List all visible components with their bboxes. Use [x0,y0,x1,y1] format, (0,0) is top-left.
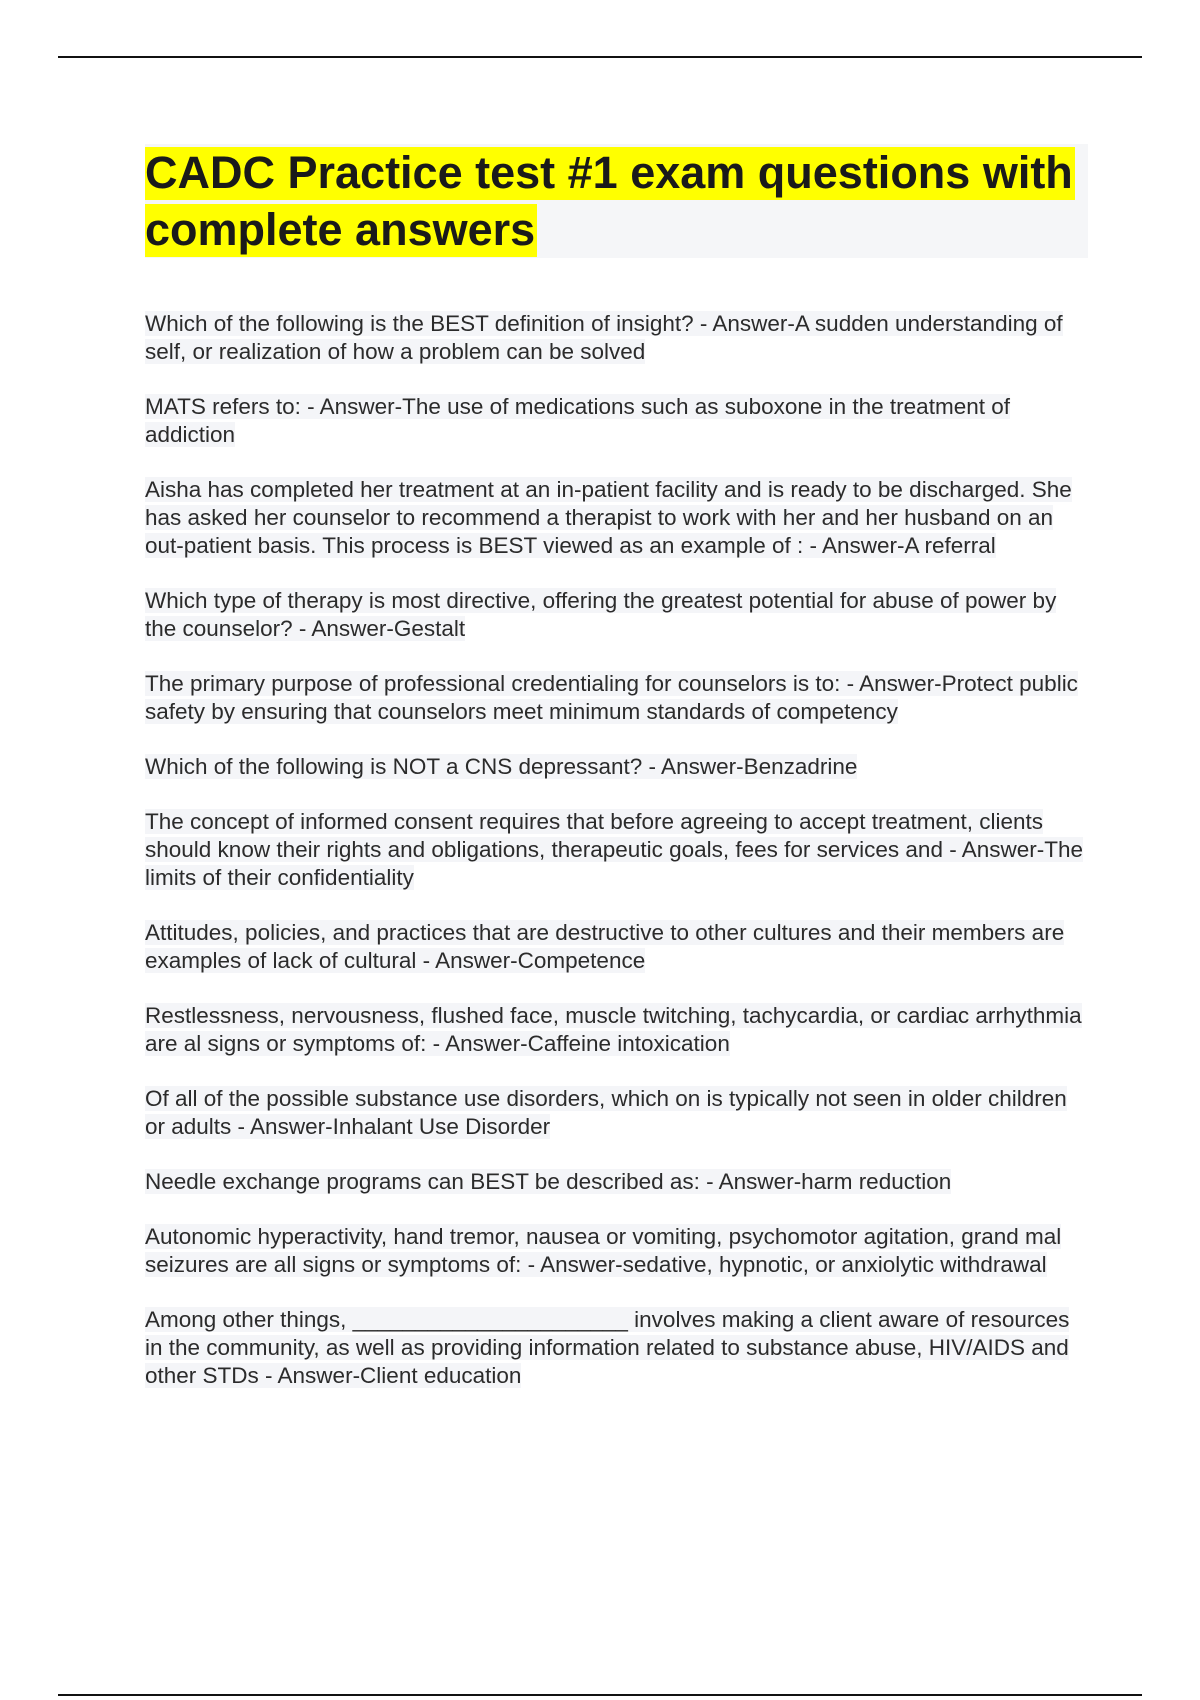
qa-item [145,1306,1085,1390]
qa-item [145,1085,1085,1141]
qa-item-text: MATS refers to: - Answer-The use of medications such as suboxone in the treatment of addiction [145,394,1010,447]
qa-item-text: Which type of therapy is most directive, offering the greatest potential for abuse of power by the counselor? - Answer-Gestalt [145,588,1057,641]
document-body [145,144,1085,1417]
qa-item [145,670,1085,726]
qa-item-text: Among other things, ______________________ involves making a client aware of resources in the community, as well as providing information related to substance abuse, HIV/AIDS and other STDs - Answer-Client education [145,1307,1070,1388]
qa-item [145,1002,1085,1058]
qa-item [145,587,1085,643]
qa-item [145,310,1085,366]
qa-item-text: Aisha has completed her treatment at an in-patient facility and is ready to be discharged. She has asked her counselor to recommend a therapist to work with her and her husband on an out-patient basis. This process is BEST viewed as an example of : - Answer-A referral [145,477,1072,558]
qa-item [145,753,1085,781]
qa-item-text: The primary purpose of professional credentialing for counselors is to: - Answer-Protect public safety by ensuring that counselors meet minimum standards of competency [145,671,1078,724]
qa-item-text: Restlessness, nervousness, flushed face, muscle twitching, tachycardia, or cardiac arrhythmia are al signs or symptoms of: - Answer-Caffeine intoxication [145,1003,1082,1056]
top-rule [58,56,1142,58]
qa-item-text: Autonomic hyperactivity, hand tremor, nausea or vomiting, psychomotor agitation, grand mal seizures are all signs or symptoms of: - Answer-sedative, hypnotic, or anxiolytic withdrawal [145,1224,1062,1277]
qa-item-text: Attitudes, policies, and practices that are destructive to other cultures and their members are examples of lack of cultural - Answer-Competence [145,920,1065,973]
qa-item-text: Which of the following is the BEST definition of insight? - Answer-A sudden understanding of self, or realization of how a problem can be solved [145,311,1063,364]
document-title-text: CADC Practice test #1 exam questions with complete answers [145,147,1073,255]
qa-item-text: Needle exchange programs can BEST be described as: - Answer-harm reduction [145,1169,952,1194]
qa-item [145,1223,1085,1279]
qa-item [145,476,1085,560]
title-block [145,144,1088,258]
document-title [145,144,1088,258]
qa-item-text: Which of the following is NOT a CNS depressant? - Answer-Benzadrine [145,754,858,779]
qa-item [145,393,1085,449]
qa-item-text: The concept of informed consent requires that before agreeing to accept treatment, clients should know their rights and obligations, therapeutic goals, fees for services and - Answer-The limits of their confidentiality [145,809,1084,890]
qa-list [145,310,1085,1390]
qa-item [145,1168,1085,1196]
bottom-rule [58,1694,1142,1696]
qa-item [145,919,1085,975]
qa-item [145,808,1085,892]
qa-item-text: Of all of the possible substance use disorders, which on is typically not seen in older children or adults - Answer-Inhalant Use Disorder [145,1086,1067,1139]
